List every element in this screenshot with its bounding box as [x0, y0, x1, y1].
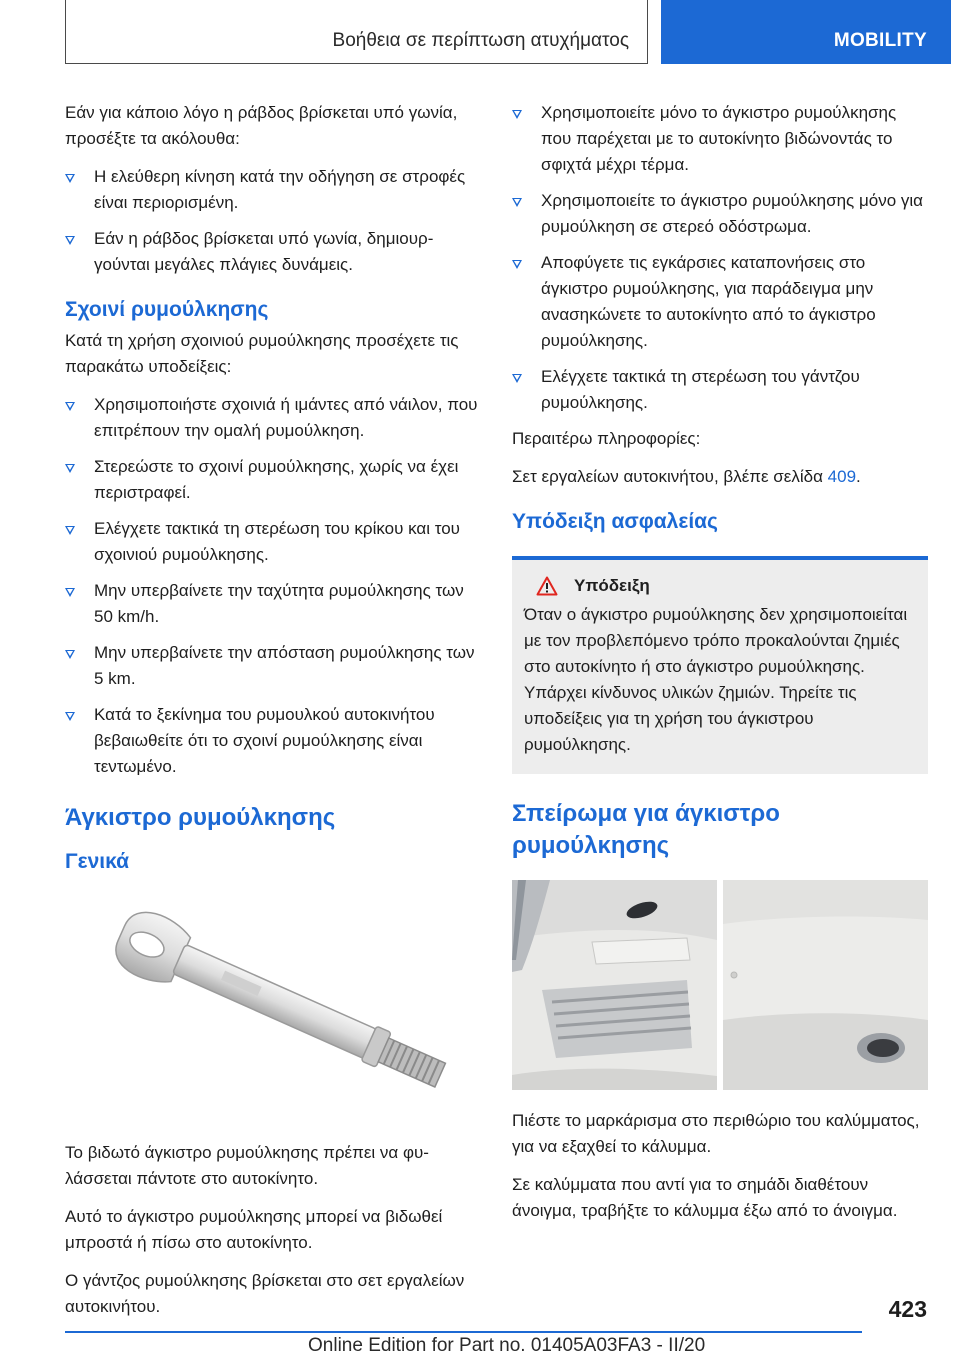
bullet-triangle-icon — [65, 712, 75, 721]
general-heading: Γενικά — [65, 850, 130, 873]
further-info-label: Περαιτέρω πληροφορίες: — [512, 429, 701, 448]
mount-text: Αυτό το άγκιστρο ρυμούλκησης μπορεί να βιδωθεί μπροστά ή πίσω στο αυτοκίνητο. — [65, 1207, 443, 1252]
header-box — [65, 0, 648, 64]
bullet-triangle-icon — [65, 402, 75, 411]
list-item: Χρησιμοποιήστε σχοινιά ή ιμάντες από νάιλον, που επιτρέπουν την ομαλή ρυμούλκηση. — [65, 392, 480, 444]
tow-hook-heading: Άγκιστρο ρυμούλκησης — [65, 804, 336, 831]
list-item: Στερεώστε το σχοινί ρυμούλκησης, χωρίς να έχει περιστραφεί. — [65, 454, 480, 506]
angle-bullet-list — [65, 164, 480, 278]
front-bumper-photo — [512, 880, 717, 1090]
safety-heading: Υπόδειξη ασφαλείας — [512, 510, 718, 533]
list-item: Χρησιμοποιείτε μόνο το άγκιστρο ρυμούλκησης που παρέχεται με το αυτοκίνητο βιδώνοντάς το σφιχτά μέχρι τέρμα. — [512, 100, 928, 178]
list-item: Μην υπερβαίνετε την απόσταση ρυμούλκησης των 5 km. — [65, 640, 480, 692]
bullet-triangle-icon — [65, 464, 75, 473]
bullet-triangle-icon — [65, 650, 75, 659]
list-item: Εάν η ράβδος βρίσκεται υπό γωνία, δημιουργούνται μεγάλες πλάγιες δυνάμεις. — [65, 226, 480, 278]
bullet-triangle-icon — [512, 374, 522, 383]
press-marking-text: Πιέστε το μαρκάρισμα στο περιθώριο του καλύμματος, για να εξαχθεί το κάλυμμα. — [512, 1111, 920, 1156]
warning-triangle-icon — [536, 576, 558, 596]
list-item: Αποφύγετε τις εγκάρσιες καταπονήσεις στο άγκιστρο ρυμούλκησης, για παράδειγμα μην ανασηκώνετε το αυτοκίνητο από το άγκιστρο ρυμούλκησης. — [512, 250, 928, 354]
bullet-triangle-icon — [65, 588, 75, 597]
footer-divider — [65, 1331, 862, 1333]
note-title: Υπόδειξη — [574, 576, 650, 595]
rope-intro: Κατά τη χρήση σχοινιού ρυμούλκησης προσέχετε τις παρακάτω υποδείξεις: — [65, 331, 459, 376]
location-text: Ο γάντζος ρυμούλκησης βρίσκεται στο σετ εργαλείων αυτοκινήτου. — [65, 1271, 465, 1316]
storage-text: Το βιδωτό άγκιστρο ρυμούλκησης πρέπει να φυλάσσεται πάντοτε στο αυτοκίνητο. — [65, 1143, 429, 1188]
list-item: Ελέγχετε τακτικά τη στερέωση του γάντζου ρυμούλκησης. — [512, 364, 928, 416]
opening-text: Σε καλύμματα που αντί για το σημάδι διαθέτουν άνοιγμα, τραβήξτε το κάλυμμα έξω από το άνοιγμα. — [512, 1175, 898, 1220]
bumper-photos — [512, 880, 928, 1090]
bullet-triangle-icon — [512, 110, 522, 119]
bullet-triangle-icon — [512, 198, 522, 207]
list-item: Μην υπερβαίνετε την ταχύτητα ρυμούλκησης των 50 km/h. — [65, 578, 480, 630]
rear-bumper-photo — [723, 880, 928, 1090]
section-tab-label: MOBILITY — [833, 30, 927, 51]
right-column — [512, 100, 928, 1236]
bullet-triangle-icon — [65, 526, 75, 535]
list-item: Κατά το ξεκίνημα του ρυμουλκού αυτοκινήτου βεβαιωθείτε ότι το σχοινί ρυμούλκησης είναι τεντωμένο. — [65, 702, 480, 780]
thread-heading: Σπείρωμα για άγκιστρο ρυμούλκησης — [512, 800, 780, 859]
safety-note-box — [512, 556, 928, 774]
page-link-409[interactable]: 409 — [827, 467, 857, 486]
left-column — [65, 100, 480, 1332]
footer-edition: Online Edition for Part no. 01405A03FA3 - II/20 — [308, 1335, 706, 1356]
rope-heading: Σχοινί ρυμούλκησης — [65, 298, 269, 321]
note-text: Όταν ο άγκιστρο ρυμούλκησης δεν χρησιμοποιείται με τον προβλεπόμενο τρόπο προκαλούνται ζημιές στο αυτοκίνητο ή στο άγκιστρο ρυμούλκησης. Υπάρχει κίνδυνος υλικών ζημιών. Τηρείτε τις υποδείξεις για τη χρήση του άγκιστρου ρυμούλκησης. — [524, 605, 908, 754]
toolkit-reference: Σετ εργαλείων αυτοκινήτου, βλέπε σελίδα 409. — [512, 467, 861, 486]
section-tab[interactable] — [661, 0, 951, 64]
page-number: 423 — [888, 1296, 927, 1322]
list-item: Χρησιμοποιείτε το άγκιστρο ρυμούλκησης μόνο για ρυμούλκηση σε στερεό οδόστρωμα. — [512, 188, 928, 240]
list-item: Ελέγχετε τακτικά τη στερέωση του κρίκου και του σχοινιού ρυμούλκησης. — [65, 516, 480, 568]
hook-bullet-list — [512, 100, 928, 416]
bullet-triangle-icon — [65, 174, 75, 183]
rope-bullet-list — [65, 392, 480, 780]
tow-hook-image — [65, 886, 480, 1126]
chapter-title: Βοήθεια σε περίπτωση ατυχήματος — [332, 30, 629, 51]
angle-intro: Εάν για κάποιο λόγο η ράβδος βρίσκεται υπό γωνία, προσέξτε τα ακόλουθα: — [65, 103, 458, 148]
bullet-triangle-icon — [512, 260, 522, 269]
bullet-triangle-icon — [65, 236, 75, 245]
list-item: Η ελεύθερη κίνηση κατά την οδήγηση σε στροφές είναι περιορισμένη. — [65, 164, 480, 216]
